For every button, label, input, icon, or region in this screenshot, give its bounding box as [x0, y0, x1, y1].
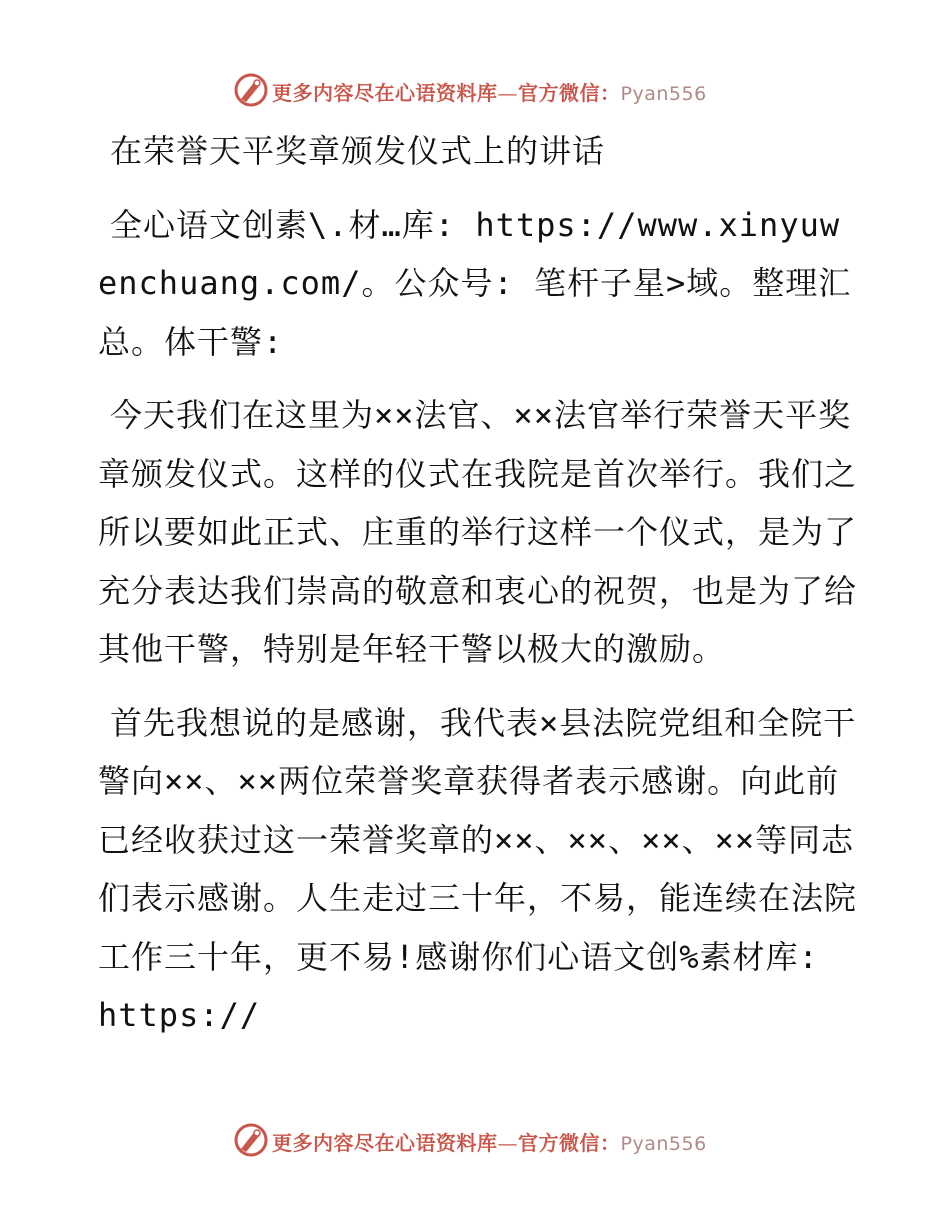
banner-dash: —: [497, 81, 518, 105]
paragraph-2-text: 首先我想说的是感谢，我代表×县法院党组和全院干警向××、××两位荣誉奖章获得者表示感谢。向此前已经收获过这一荣誉奖章的××、××、××、××等同志们表示感谢。人生走过三十年，不易，能连续在法院工作三十年，更不易!感谢你们心语文创%素材库: https://: [98, 703, 858, 1034]
source-text: 全心语文创素\.材…库: https://www.xinyuwenchuang.com/。公众号: 笔杆子星>域。整理汇总。体干警:: [98, 205, 852, 361]
paragraph-2: [98, 694, 858, 1045]
document-body: [98, 122, 858, 1045]
header-watermark-banner: [0, 68, 950, 112]
paragraph-1: [98, 386, 858, 679]
brand-logo-icon: [233, 72, 269, 108]
brand-logo-icon: [233, 1122, 269, 1158]
banner-text: [272, 77, 707, 106]
banner-account: Pyan556: [620, 1133, 707, 1155]
banner-official-label: 官方微信：: [518, 1131, 621, 1155]
banner-account: Pyan556: [620, 83, 707, 105]
banner-main-text: 更多内容尽在心语资料库: [272, 81, 498, 105]
banner-dash: —: [497, 1131, 518, 1155]
paragraph-1-text: 今天我们在这里为××法官、××法官举行荣誉天平奖章颁发仪式。这样的仪式在我院是首次举行。我们之所以要如此正式、庄重的举行这样一个仪式，是为了充分表达我们崇高的敬意和衷心的祝贺，也是为了给其他干警，特别是年轻干警以极大的激励。: [98, 396, 858, 668]
source-line: [98, 196, 858, 372]
document-title: 在荣誉天平奖章颁发仪式上的讲话: [110, 132, 606, 170]
banner-main-text: 更多内容尽在心语资料库: [272, 1131, 498, 1155]
banner-text: [272, 1127, 707, 1156]
footer-watermark-banner: [0, 1118, 950, 1162]
banner-official-label: 官方微信：: [518, 81, 621, 105]
